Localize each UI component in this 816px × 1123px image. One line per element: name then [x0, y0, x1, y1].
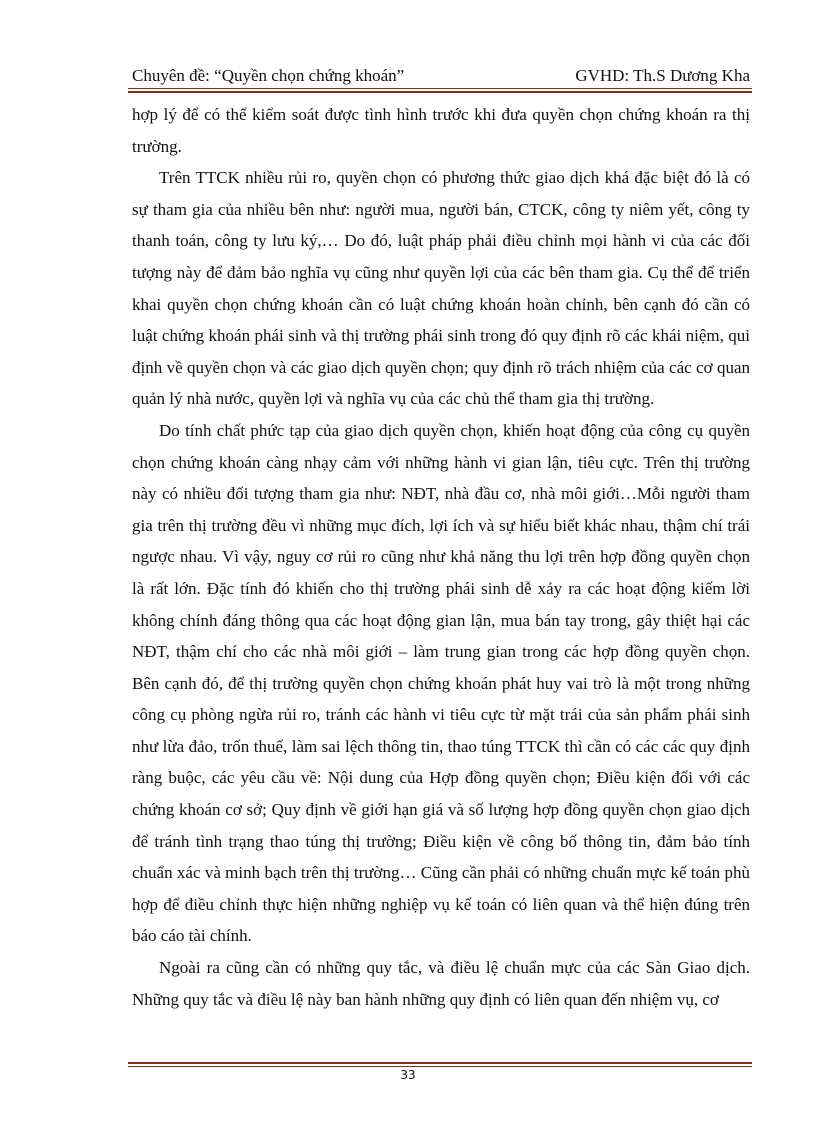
body-text — [132, 99, 750, 1015]
paragraph: Do tính chất phức tạp của giao dịch quyền chọn, khiến hoạt động của công cụ quyền chọn chứng khoán càng nhạy cảm với những hành vi gian lận, tiêu cực. Trên thị trường này có nhiều đối tượng tham gia như: NĐT, nhà đầu cơ, nhà môi giới…Mỗi người tham gia trên thị trường đều vì những mục đích, lợi ích và sự hiểu biết khác nhau, thậm chí trái ngược nhau. Vì vậy, nguy cơ rủi ro cũng như khả năng thu lợi trên hợp đồng quyền chọn là rất lớn. Đặc tính đó khiến cho thị trường phái sinh dễ xảy ra các hoạt động kiếm lời không chính đáng thông qua các hoạt động gian lận, mua bán tay trong, gây thiệt hại các NĐT, thậm chí cho các nhà môi giới – làm trung gian trong các hợp đồng quyền chọn. Bên cạnh đó, để thị trường quyền chọn chứng khoán phát huy vai trò là một trong những công cụ phòng ngừa rủi ro, tránh các hành vi tiêu cực từ mặt trái của sản phẩm phái sinh như lừa đảo, trốn thuế, làm sai lệch thông tin, thao túng TTCK thì cần có các các quy định ràng buộc, các yêu cầu về: Nội dung của Hợp đồng quyền chọn; Điều kiện đối với các chứng khoán cơ sở; Quy định về giới hạn giá và số lượng hợp đồng quyền chọn giao dịch để tránh tình trạng thao túng thị trường; Điều kiện về công bố thông tin, đảm bảo tính chuẩn xác và minh bạch trên thị trường… Cũng cần phải có những chuẩn mực kế toán phù hợp để điều chỉnh thực hiện những nghiệp vụ kế toán có liên quan và thể hiện đúng trên báo cáo tài chính. — [132, 420, 750, 946]
document-title: Chuyên đề: “Quyền chọn chứng khoán” — [132, 66, 405, 85]
footer-rule — [128, 1062, 752, 1067]
header-rule — [128, 88, 752, 93]
paragraph-continuation: hợp lý để có thể kiểm soát được tình hình trước khi đưa quyền chọn chứng khoán ra thị trường. — [132, 105, 750, 156]
paragraph: Ngoài ra cũng cần có những quy tắc, và điều lệ chuẩn mực của các Sàn Giao dịch. Những quy tắc và điều lệ này ban hành những quy định có liên quan đến nhiệm vụ, cơ — [132, 958, 750, 1009]
instructor-label: GVHD: Th.S Dương Kha — [575, 66, 750, 85]
page-number: 33 — [400, 1068, 416, 1082]
page-header — [132, 58, 750, 86]
paragraph: Trên TTCK nhiều rủi ro, quyền chọn có phương thức giao dịch khá đặc biệt đó là có sự tham gia của nhiều bên như: người mua, người bán, CTCK, công ty niêm yết, công ty thanh toán, công ty lưu ký,… Do đó, luật pháp phải điều chỉnh mọi hành vi của các đối tượng này để đảm bảo nghĩa vụ cũng như quyền lợi của các bên tham gia. Cụ thể để triển khai quyền chọn chứng khoán cần có luật chứng khoán hoàn chỉnh, bên cạnh đó cần có luật chứng khoán phái sinh và thị trường phái sinh trong đó quy định rõ các khái niệm, qui định về quyền chọn và các giao dịch quyền chọn; quy định rõ trách nhiệm của các cơ quan quản lý nhà nước, quyền lợi và nghĩa vụ của các chủ thể tham gia thị trường. — [132, 168, 750, 409]
